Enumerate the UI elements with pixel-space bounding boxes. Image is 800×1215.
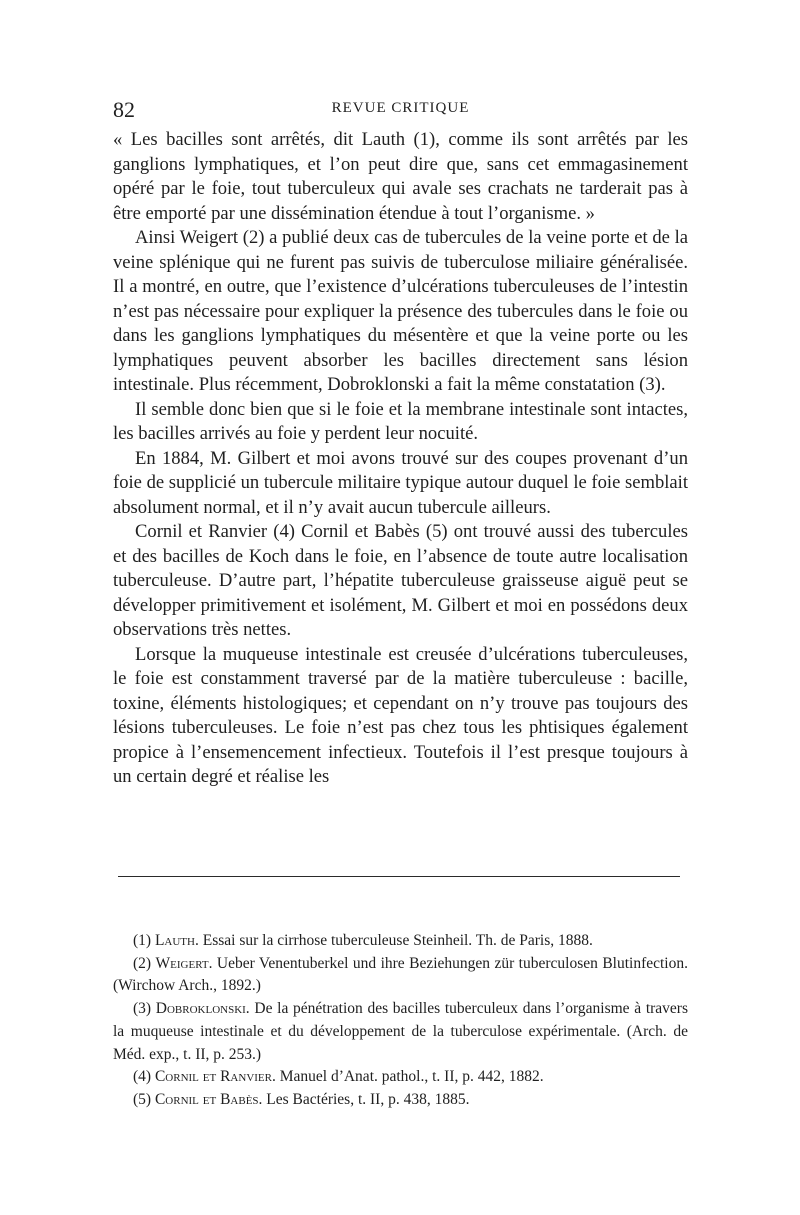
footnote (113, 998, 688, 1066)
footnote-text: Essai sur la cirrhose tuberculeuse Steinheil. Th. de Paris, 1888. (202, 932, 593, 949)
footnote (113, 953, 688, 998)
footnotes (113, 930, 688, 1112)
footnote-number: (4) (133, 1068, 152, 1086)
body-text (113, 128, 688, 790)
footnote-number: (1) (133, 932, 152, 949)
paragraph-cornil: Cornil et Ranvier (4) Cornil et Babès (5) ont trouvé aussi des tubercules et des bacilles de Koch dans le foie, en l’absence de toute autre localisation tuberculeuse. D’autre part, l’hépatite tuberculeuse graisseuse aiguë peut se développer primitivement et isolément, M. Gilbert et moi en possédons deux observations très nettes. (113, 521, 688, 640)
footnote-author: Cornil et Ranvier. (154, 1068, 276, 1086)
paragraph-weigert: Ainsi Weigert (2) a publié deux cas de tubercules de la veine porte et de la veine splénique qui ne furent pas suivis de tuberculose miliaire généralisée. Il a montré, en outre, que l’existence d’ulcérations tuberculeuses de l’intestin n’est pas nécessaire pour expliquer la présence des tubercules dans le foie ou dans les ganglions lymphatiques du mésentère et que la veine porte ou les lymphatiques peuvent absorber les bacilles directement sans lésion intestinale. Plus récemment, Dobroklonski a fait la même constatation (3). (113, 227, 688, 395)
footnote-text: Manuel d’Anat. pathol., t. II, p. 442, 1882. (279, 1068, 544, 1086)
footnote (113, 1089, 688, 1112)
paragraph-quote: « Les bacilles sont arrêtés, dit Lauth (1), comme ils sont arrêtés par les ganglions lymphatiques, et l’on peut dire que, sans cet emmagasinement opéré par le foie, tout tuberculeux qui avale ses crachats ne tarderait pas à être emporté par une dissémination étendue à tout l’organisme. » (113, 129, 688, 224)
footnote-author: Cornil et Babès. (154, 1090, 263, 1108)
paragraph-1884: En 1884, M. Gilbert et moi avons trouvé sur des coupes provenant d’un foie de supplicié un tubercule militaire typique autour duquel le foie semblait absolument normal, et il n’y avait aucun tubercule ailleurs. (113, 447, 688, 518)
footnote-text: De la pénétration des bacilles tuberculeux dans l’organisme à travers la muqueuse intestinale et du développement de la tuberculose expérimentale. (Arch. de Méd. exp., t. II, p. 253.) (113, 1000, 689, 1063)
footnote-text: Les Bactéries, t. II, p. 438, 1885. (266, 1090, 470, 1108)
footnote-number: (5) (133, 1090, 152, 1108)
footnote-author: Dobroklonski. (155, 1000, 250, 1018)
footnote (113, 930, 688, 953)
footnote (113, 1066, 688, 1089)
footnote-author: Lauth. (154, 932, 199, 949)
running-title: REVUE CRITIQUE (331, 100, 470, 116)
footnote-divider (118, 876, 680, 877)
footnote-text: Ueber Venentuberkel und ihre Beziehungen zür tuberculosen Blutinfection. (Wirchow Arch., 1892.) (113, 954, 688, 995)
running-head (113, 97, 688, 123)
page-number: 82 (113, 97, 135, 122)
footnote-number: (3) (133, 1000, 152, 1018)
paragraph-nocuite: Il semble donc bien que si le foie et la membrane intestinale sont intactes, les bacilles arrivés au foie y perdent leur nocuité. (113, 398, 688, 444)
paragraph-muqueuse: Lorsque la muqueuse intestinale est creusée d’ulcérations tuberculeuses, le foie est constamment traversé par de la matière tuberculeuse : bacille, toxine, éléments histologiques; et cependant on n’y trouve pas toujours des lésions tuberculeuses. Le foie n’est pas chez tous les phtisiques également propice à l’ensemencement infectieux. Toutefois il l’est presque toujours à un certain degré et réalise les (113, 643, 688, 787)
footnote-author: Weigert. (155, 954, 213, 972)
footnote-number: (2) (133, 954, 152, 972)
